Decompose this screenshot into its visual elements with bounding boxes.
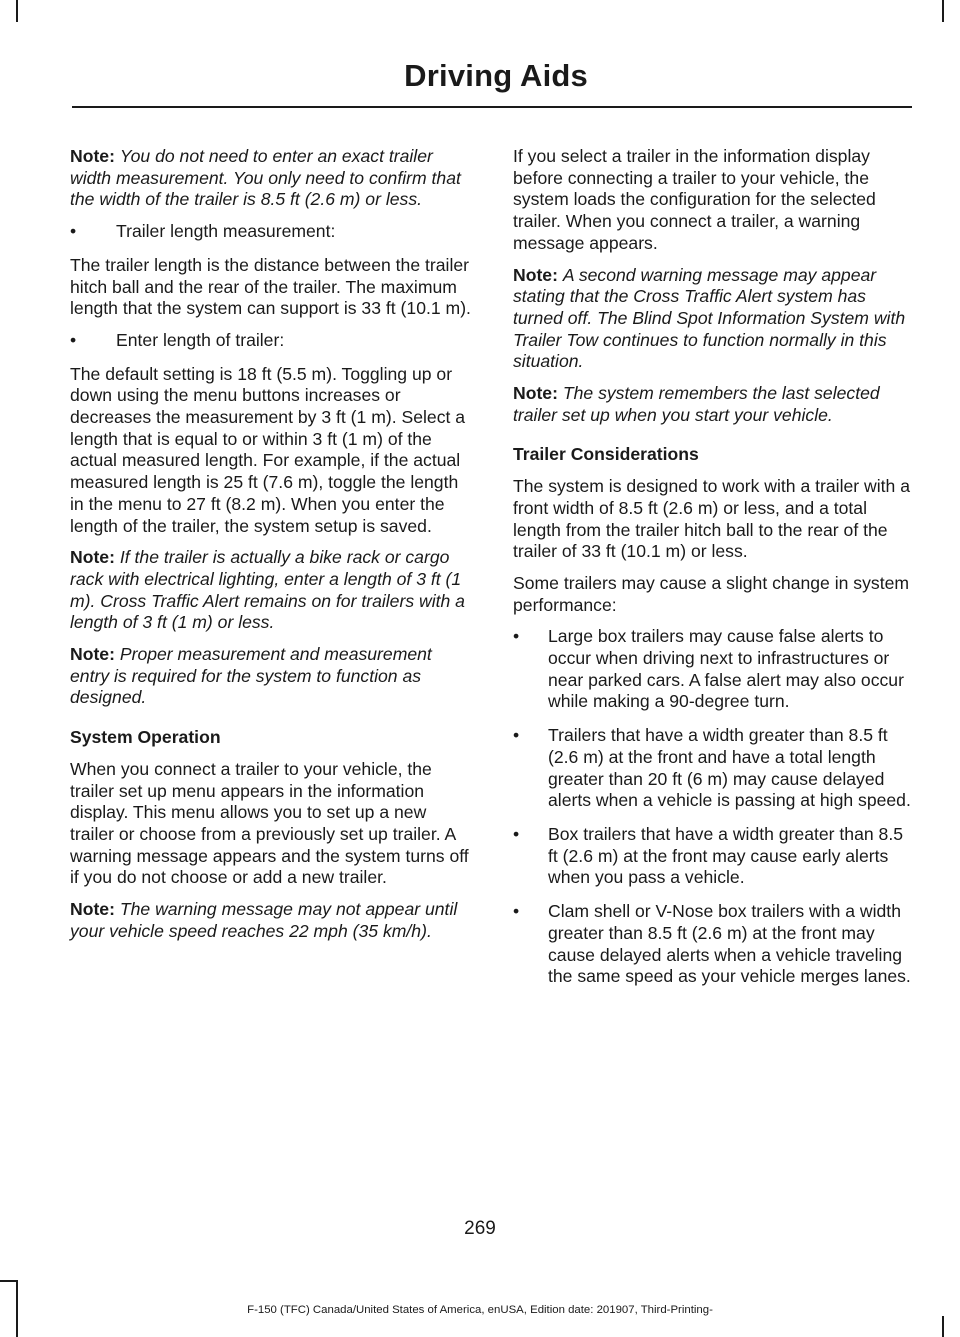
note-second-warning	[513, 265, 911, 374]
note-text: You do not need to enter an exact trailer width measurement. You only need to confirm that the width of the trailer is 8.5 ft (2.6 m) or less.	[70, 146, 461, 210]
note-width	[70, 146, 474, 211]
list-item	[513, 824, 911, 889]
crop-mark-bottom-left-horizontal	[0, 1280, 18, 1282]
list-item-text: Box trailers that have a width greater than 8.5 ft (2.6 m) at the front may cause early alerts when you pass a vehicle.	[548, 823, 904, 888]
list-item	[513, 901, 911, 988]
bullet-icon: •	[70, 329, 77, 350]
note-measurement	[70, 644, 474, 709]
list-item-text: Enter length of trailer:	[116, 329, 285, 350]
page-number: 269	[464, 1218, 496, 1239]
paragraph-select-trailer: If you select a trailer in the information display before connecting a trailer to your vehicle, the system loads the configuration for the selected trailer. When you connect a trailer, a warning message appears.	[513, 146, 876, 253]
paragraph-system-operation: When you connect a trailer to your vehicle, the trailer set up menu appears in the information display. This menu allows you to set up a new trailer or choose from a previously set up trailer. A warning message appears and the system turns off if you do not choose or add a new trailer.	[70, 758, 469, 888]
heading-system-operation: System Operation	[70, 727, 221, 748]
bullet-list	[70, 221, 474, 243]
paragraph-trailer-length: The trailer length is the distance between the trailer hitch ball and the rear of the trailer. The maximum length that the system can support is 33 ft (10.1 m).	[70, 254, 471, 319]
crop-mark-bottom-right	[942, 1316, 944, 1337]
list-item-text: Large box trailers may cause false alerts to occur when driving next to infrastructures or near parked cars. A false alert may also occur while making a 90-degree turn.	[548, 626, 904, 712]
note-remembers-trailer	[513, 383, 911, 426]
note-label: Note:	[70, 899, 115, 920]
considerations-list	[513, 626, 911, 988]
note-text: The warning message may not appear until your vehicle speed reaches 22 mph (35 km/h).	[70, 899, 458, 941]
bullet-list	[70, 330, 474, 352]
header-divider	[72, 106, 912, 108]
list-item-text: Clam shell or V-Nose box trailers with a width greater than 8.5 ft (2.6 m) at the front may cause delayed alerts when a vehicle traveling the same speed as your vehicle merges lanes.	[548, 901, 911, 987]
left-column	[70, 146, 474, 953]
bullet-icon: •	[513, 725, 520, 746]
paragraph-default-setting: The default setting is 18 ft (5.5 m). Toggling up or down using the menu buttons increases or decreases the measurement by 3 ft (1 m). Select a length that is equal to or within 3 ft (1 m) of the actual measured length. For example, if the actual measured length is 25 ft (7.6 m), toggle the length in the menu to 27 ft (8.2 m). When you enter the length of the trailer, the system setup is saved.	[70, 363, 466, 536]
list-item	[70, 330, 474, 352]
footer-edition-info: F-150 (TFC) Canada/United States of America, enUSA, Edition date: 201907, Third-Printing-	[247, 1304, 713, 1316]
bullet-icon: •	[513, 626, 520, 647]
bullet-icon: •	[513, 901, 520, 922]
note-warning-speed	[70, 899, 474, 942]
list-item-text: Trailer length measurement:	[116, 221, 336, 242]
note-label: Note:	[513, 264, 558, 285]
list-item	[513, 725, 911, 812]
list-item	[70, 221, 474, 243]
note-bike-rack	[70, 547, 474, 634]
note-label: Note:	[70, 644, 115, 665]
paragraph-designed-to-work: The system is designed to work with a trailer with a front width of 8.5 ft (2.6 m) or less, and a total length from the trailer hitch ball to the rear of the trailer of 33 ft (10.1 m) or less.	[513, 476, 910, 562]
list-item	[513, 626, 911, 713]
list-item-text: Trailers that have a width greater than 8.5 ft (2.6 m) at the front and have a total length greater than 20 ft (6 m) may cause delayed alerts when a vehicle is passing at high speed.	[548, 725, 911, 811]
note-text: If the trailer is actually a bike rack or cargo rack with electrical lighting, enter a length of 3 ft (1 m). Cross Traffic Alert remains on for trailers with a length of 3 ft (1 m) or less.	[70, 547, 465, 633]
note-label: Note:	[513, 383, 558, 404]
paragraph-some-trailers: Some trailers may cause a slight change in system performance:	[513, 572, 910, 615]
crop-mark-top-left	[16, 0, 18, 22]
note-text: The system remembers the last selected trailer set up when you start your vehicle.	[513, 383, 880, 425]
right-column	[513, 146, 911, 1000]
crop-mark-top-right	[942, 0, 944, 22]
note-text: A second warning message may appear stating that the Cross Traffic Alert system has turned off. The Blind Spot Information System with Trailer Tow continues to function normally in this situation.	[513, 264, 906, 372]
heading-trailer-considerations: Trailer Considerations	[513, 444, 699, 465]
note-label: Note:	[70, 146, 115, 166]
bullet-icon: •	[70, 221, 77, 242]
bullet-icon: •	[513, 823, 520, 844]
note-text: Proper measurement and measurement entry is required for the system to function as designed.	[70, 644, 432, 708]
section-title: Driving Aids	[404, 58, 588, 93]
note-label: Note:	[70, 547, 115, 568]
